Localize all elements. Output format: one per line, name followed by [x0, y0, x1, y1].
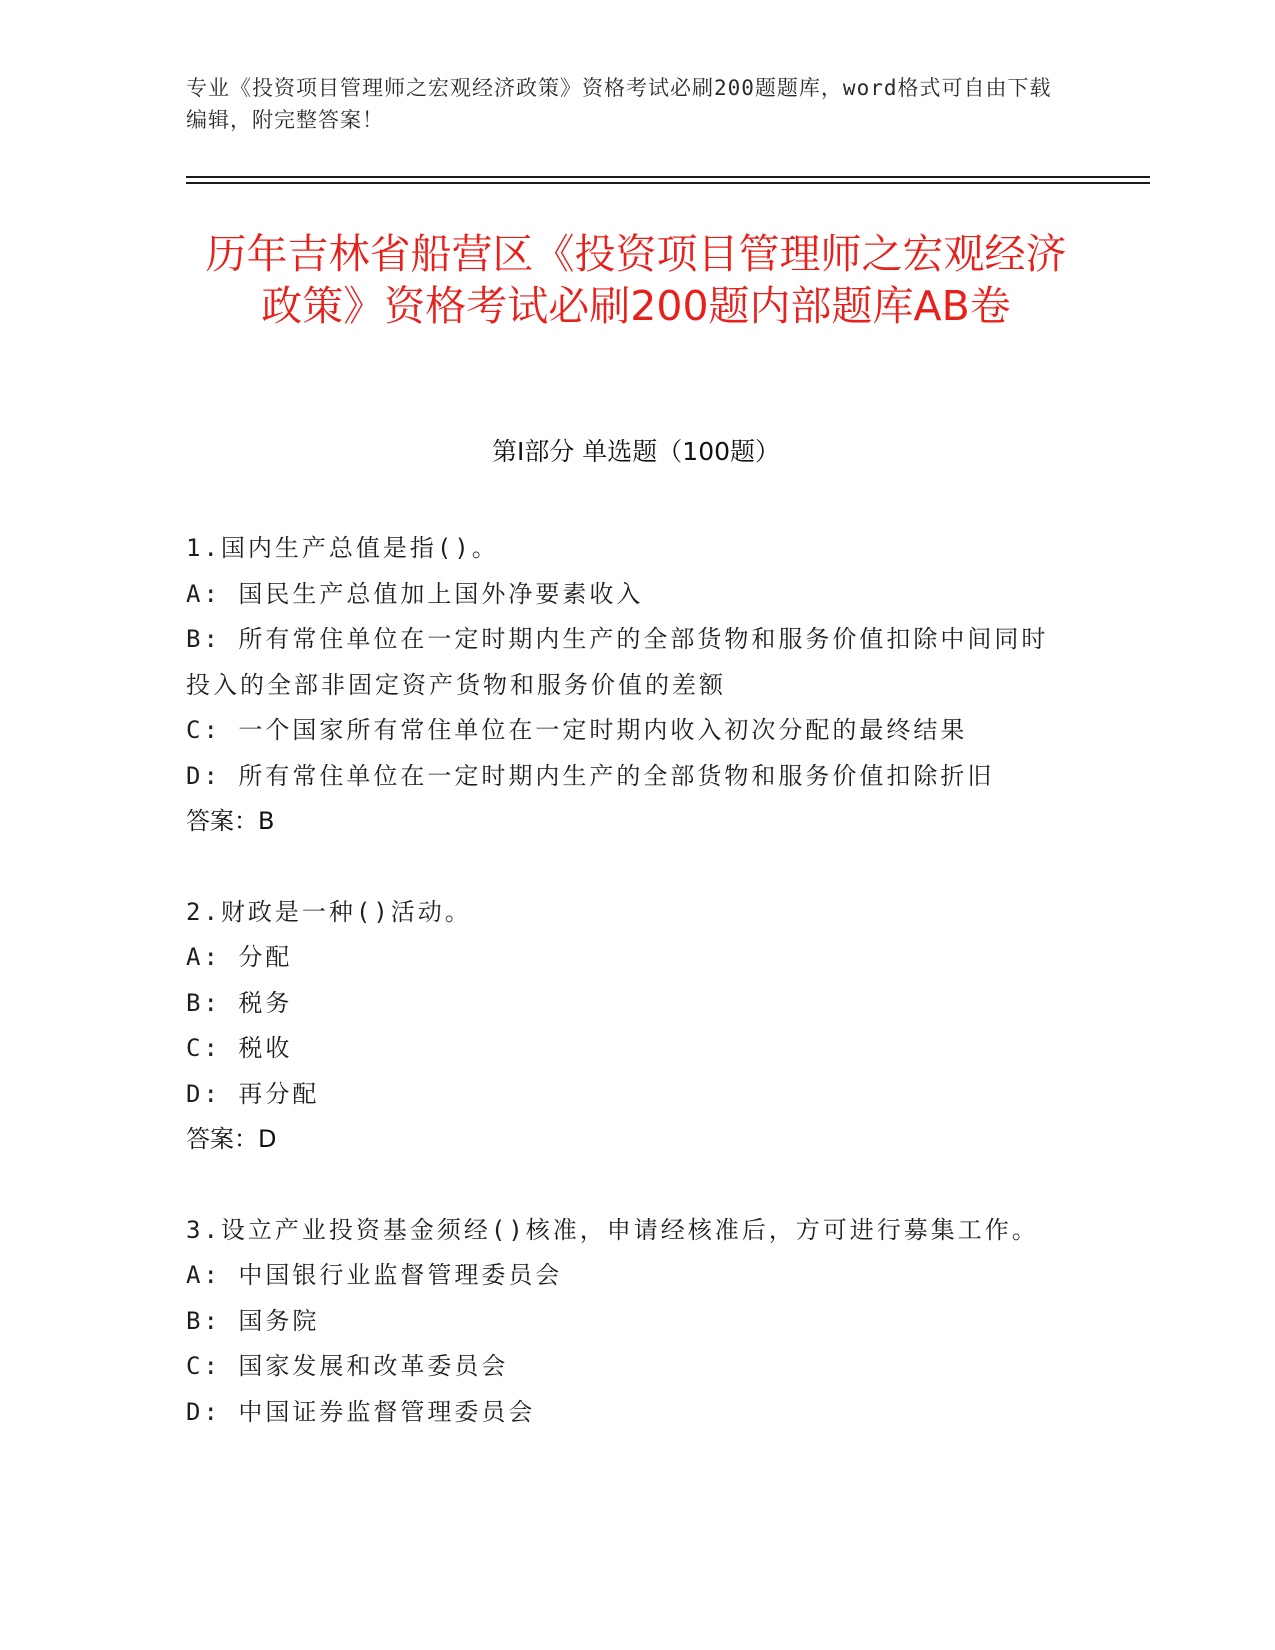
document-title: 历年吉林省船营区《投资项目管理师之宏观经济政策》资格考试必刷200题内部题库AB卷	[205, 230, 1067, 330]
option-b: B: 所有常住单位在一定时期内生产的全部货物和服务价值扣除中间同时投入的全部非固定资产货物和服务价值的差额	[186, 625, 1049, 699]
header-rule-bottom	[186, 182, 1150, 184]
question-stem: 2.财政是一种()活动。	[186, 897, 472, 926]
option-b: B: 国务院	[186, 1306, 320, 1335]
answer-prefix: 答案：	[186, 807, 258, 835]
section-title: 第Ⅰ部分 单选题（100题）	[491, 437, 781, 466]
answer-value: B	[258, 807, 275, 835]
option-a: A: 国民生产总值加上国外净要素收入	[186, 579, 644, 608]
question-2	[186, 890, 1066, 1163]
answer-value: D	[258, 1125, 277, 1153]
option-a: A: 中国银行业监督管理委员会	[186, 1261, 563, 1289]
question-stem: 3.设立产业投资基金须经()核准，申请经核准后，方可进行募集工作。	[186, 1215, 1039, 1244]
option-b: B: 税务	[186, 988, 293, 1017]
option-d: D: 再分配	[186, 1079, 320, 1108]
option-c: C: 一个国家所有常住单位在一定时期内收入初次分配的最终结果	[186, 716, 968, 744]
option-d: D: 中国证券监督管理委员会	[186, 1397, 536, 1426]
option-d: D: 所有常住单位在一定时期内生产的全部货物和服务价值扣除折旧	[186, 761, 995, 790]
question-1	[186, 526, 1066, 845]
option-a: A: 分配	[186, 943, 293, 971]
question-stem: 1.国内生产总值是指()。	[186, 534, 499, 562]
answer-line	[186, 1117, 1066, 1163]
option-c: C: 国家发展和改革委员会	[186, 1352, 509, 1380]
answer-line	[186, 799, 1066, 845]
answer-prefix: 答案：	[186, 1125, 258, 1153]
question-3	[186, 1208, 1066, 1436]
header-note: 专业《投资项目管理师之宏观经济政策》资格考试必刷200题题库，word格式可自由下载编辑，附完整答案！	[186, 76, 1052, 132]
question-list	[186, 526, 1066, 1480]
option-c: C: 税收	[186, 1034, 293, 1062]
header-rule-top	[186, 176, 1150, 178]
